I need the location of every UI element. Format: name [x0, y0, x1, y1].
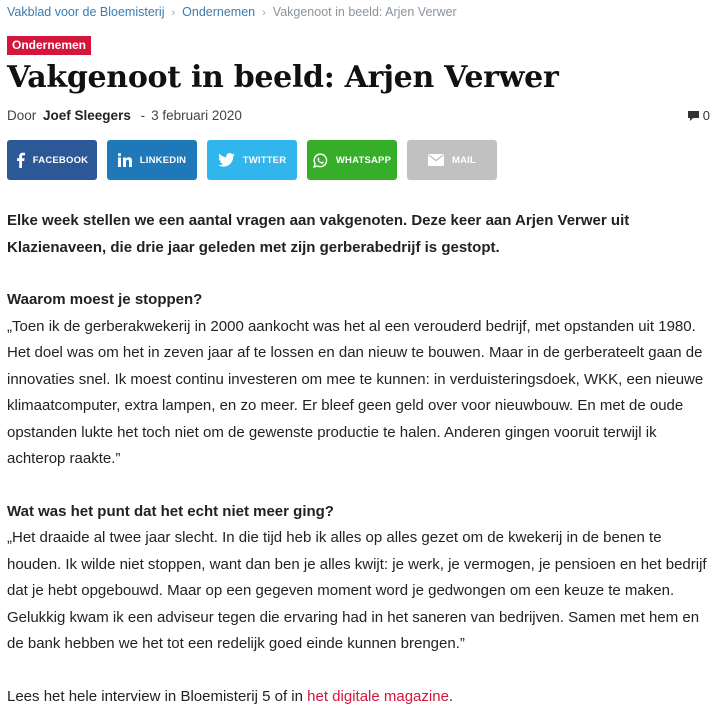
- category-badge[interactable]: Ondernemen: [7, 36, 91, 55]
- article-body: [7, 208, 707, 710]
- article-outro: [7, 684, 707, 710]
- comments-link[interactable]: [687, 108, 710, 123]
- breadcrumb-current: Vakgenoot in beeld: Arjen Verwer: [273, 5, 457, 19]
- answer-1: „Toen ik de gerberakwekerij in 2000 aankocht was het al een verouderd bedrijf, met opstanden uit 1980. Het doel was om het in zeven jaar af te lossen en dan nieuw te bouwen. Maar in de gerberateelt gaan de innovaties snel. Ik moest continu investeren om mee te kunnen: in verduisteringsdoek, WKK, een nieuwe klimaatcomputer, extra lampen, en zo meer. Er bleef geen geld over voor nieuwbouw. En met de oude opstanden lukte het toch niet om de gewenste productie te halen. Anderen gingen vooruit terwijl ik achterop raakte.”: [7, 314, 707, 473]
- comment-count: 0: [703, 108, 710, 123]
- linkedin-icon: [118, 153, 132, 167]
- share-linkedin-label: LINKEDIN: [140, 155, 186, 166]
- share-whatsapp-button[interactable]: [307, 140, 397, 180]
- share-twitter-label: TWITTER: [243, 155, 287, 166]
- question-1: Waarom moest je stoppen?: [7, 287, 707, 314]
- breadcrumb-chevron-icon: ›: [171, 7, 175, 19]
- twitter-icon: [218, 153, 235, 167]
- share-whatsapp-label: WHATSAPP: [336, 155, 391, 166]
- by-label: Door: [7, 108, 36, 123]
- outro-text: Lees het hele interview in Bloemisterij 5 of in: [7, 688, 307, 705]
- meta-separator: -: [141, 108, 146, 123]
- share-facebook-button[interactable]: [7, 140, 97, 180]
- answer-2: „Het draaide al twee jaar slecht. In die tijd heb ik alles op alles gezet om de kwekerij in de benen te houden. Ik wilde niet stoppen, want dan ben je alles kwijt: je werk, je vermogen, je pensioen en het bedrijf dat je hebt opgebouwd. Maar op een gegeven moment word je gedwongen om een keuze te maken. Gelukkig kwam ik een adviseur tegen die ervaring had in het saneren van bedrijven. Samen met hem en de bank hebben we het tot een redelijk goed einde kunnen brengen.”: [7, 525, 707, 658]
- author-link[interactable]: Joef Sleegers: [43, 108, 131, 123]
- article-intro: Elke week stellen we een aantal vragen aan vakgenoten. Deze keer aan Arjen Verwer uit Klazienaveen, die drie jaar geleden met zijn gerberabedrijf is gestopt.: [7, 208, 707, 261]
- breadcrumb-chevron-icon: ›: [262, 7, 266, 19]
- question-2: Wat was het punt dat het echt niet meer ging?: [7, 499, 707, 526]
- digital-magazine-link[interactable]: het digitale magazine: [307, 688, 449, 705]
- share-facebook-label: FACEBOOK: [33, 155, 88, 166]
- share-mail-button[interactable]: [407, 140, 497, 180]
- breadcrumb: [7, 5, 457, 19]
- publish-date: 3 februari 2020: [151, 108, 242, 123]
- share-linkedin-button[interactable]: [107, 140, 197, 180]
- whatsapp-icon: [313, 153, 328, 168]
- article-title: Vakgenoot in beeld: Arjen Verwer: [7, 60, 558, 95]
- share-buttons: [7, 140, 497, 180]
- share-mail-label: MAIL: [452, 155, 476, 166]
- outro-end: .: [449, 688, 453, 705]
- breadcrumb-link-home[interactable]: Vakblad voor de Bloemisterij: [7, 5, 164, 19]
- comment-icon: [687, 110, 700, 122]
- facebook-icon: [16, 152, 25, 168]
- article-meta: [7, 108, 710, 126]
- breadcrumb-link-category[interactable]: Ondernemen: [182, 5, 255, 19]
- share-twitter-button[interactable]: [207, 140, 297, 180]
- mail-icon: [428, 154, 444, 166]
